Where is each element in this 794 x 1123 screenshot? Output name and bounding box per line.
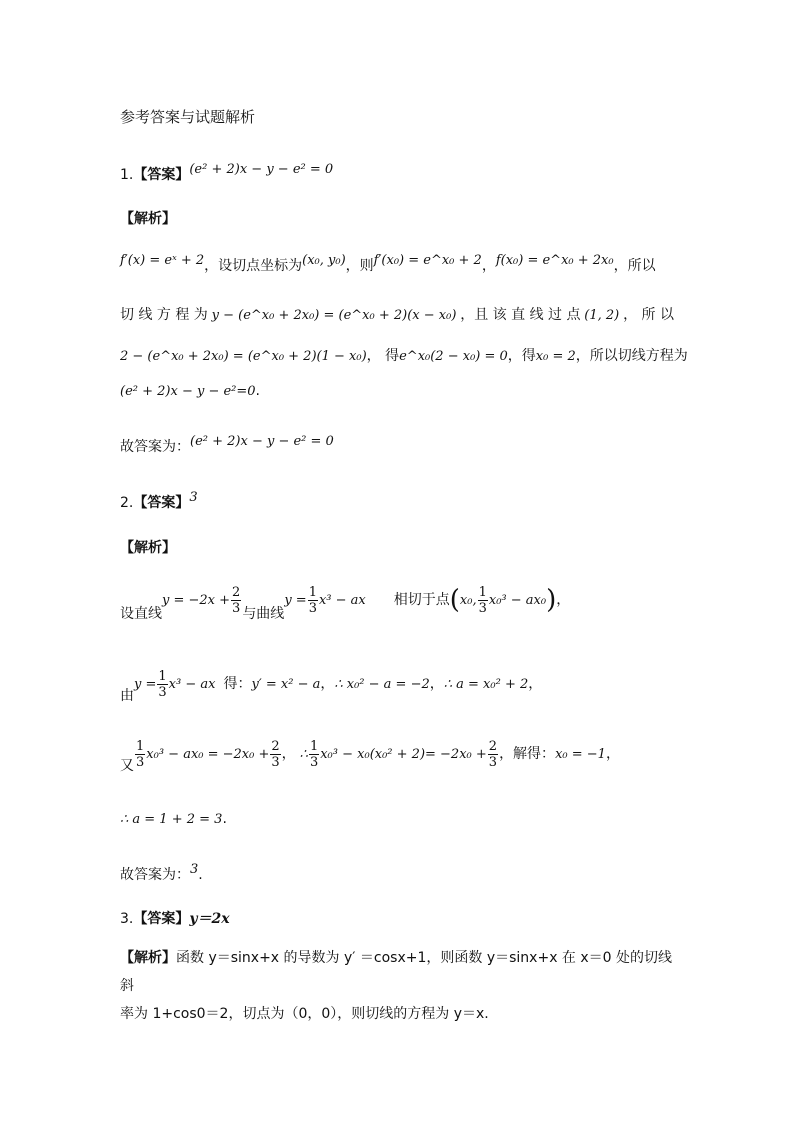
- fraction: [270, 739, 280, 770]
- q1-answer-line: [120, 162, 334, 185]
- q2-analysis-line-1: [120, 580, 570, 621]
- q2-period: .: [198, 867, 203, 883]
- q2-text: 设直线: [120, 606, 162, 622]
- q2-text: ，解得：: [499, 746, 556, 762]
- q1-formula: f′(x₀) = e^x₀ + 2: [373, 253, 482, 268]
- page-title: 参考答案与试题解析: [120, 108, 256, 126]
- q2-conclusion-label: 故答案为：: [120, 867, 190, 883]
- q2-formula: x₀³ − ax₀ = −2x₀ +: [146, 747, 270, 762]
- q2-formula: x³ − ax: [168, 677, 216, 692]
- q2-period: .: [222, 811, 227, 827]
- fraction-denominator: 3: [488, 754, 498, 770]
- q2-analysis-line-2: [120, 664, 542, 705]
- q3-answer-line: [120, 910, 230, 928]
- q1-text: ， 所 以: [623, 307, 674, 323]
- q2-conclusion-value: 3: [190, 862, 199, 877]
- q3-answer-label: 【答案】: [133, 911, 190, 927]
- fraction-denominator: 3: [158, 684, 167, 700]
- q2-formula: y =: [134, 677, 157, 692]
- q3-analysis: [120, 944, 676, 1028]
- q1-text: ，则: [345, 258, 374, 274]
- q1-text: ，所以: [613, 258, 656, 274]
- fraction-denominator: 3: [309, 754, 319, 770]
- q2-answer-line: [120, 490, 198, 513]
- q1-text: ，所以切线方程为: [575, 348, 688, 364]
- q1-analysis-line-1: [120, 253, 656, 276]
- q2-formula: ∴: [299, 747, 308, 762]
- q1-answer-label: 【答案】: [133, 167, 190, 183]
- q1-analysis-line-3: [120, 345, 688, 365]
- q1-conclusion-formula: (e² + 2)x − y − e² = 0: [190, 434, 334, 449]
- q2-formula: x₀³ − x₀: [320, 747, 370, 762]
- fraction-denominator: 3: [136, 754, 145, 770]
- q2-answer-label: 【答案】: [133, 495, 190, 511]
- q2-formula: x₀³ − ax₀: [488, 593, 547, 608]
- q1-text: 切 线 方 程 为: [120, 307, 208, 323]
- fraction: [308, 585, 318, 616]
- fraction: [135, 739, 145, 770]
- q3-analysis-line-2: 率为 1+cos0＝2，切点为（0，0），则切线的方程为 y＝x.: [120, 1006, 489, 1022]
- q1-text: ，且 该 直 线 过 点: [460, 307, 581, 323]
- left-paren: (: [449, 585, 460, 615]
- fraction-numerator: 1: [309, 738, 319, 754]
- fraction-denominator: 3: [308, 600, 317, 616]
- q1-number: 1.: [120, 167, 134, 183]
- q2-formula: x³ − ax: [318, 593, 366, 608]
- q1-formula: f′(x) = eˣ + 2: [120, 253, 205, 268]
- q2-formula: ∴ a = 1 + 2 = 3: [120, 812, 223, 827]
- fraction-numerator: 1: [478, 584, 487, 600]
- q2-text: 由: [120, 688, 134, 704]
- q2-conclusion: [120, 862, 203, 885]
- q2-text: ，: [605, 746, 620, 762]
- q1-period: .: [255, 383, 260, 399]
- q2-text: 与曲线: [242, 606, 285, 622]
- fraction-denominator: 3: [232, 600, 241, 616]
- q1-formula: (1, 2): [584, 308, 620, 323]
- q1-analysis-line-4: [120, 382, 260, 401]
- fraction: [157, 669, 167, 700]
- q2-text: ，: [281, 746, 296, 762]
- q2-formula: y′ = x² − a: [251, 677, 321, 692]
- fraction: [488, 739, 498, 770]
- q2-text: ，: [429, 676, 444, 692]
- q2-number: 2.: [120, 495, 134, 511]
- q3-answer-formula: y＝2x: [189, 911, 230, 927]
- fraction-numerator: 1: [308, 584, 317, 600]
- q1-conclusion: [120, 434, 334, 457]
- fraction: [309, 739, 319, 770]
- q2-formula: ∴ x₀² − a = −2: [334, 677, 430, 692]
- q1-answer-formula: (e² + 2)x − y − e² = 0: [189, 162, 334, 177]
- q1-text: ，设切点坐标为: [204, 258, 303, 274]
- q2-text: ，: [528, 676, 543, 692]
- fraction-numerator: 2: [488, 738, 498, 754]
- q3-text: 函数 y＝sinx+x 的导数为 y′ ＝cosx+1，则函数 y＝sinx+x 在 x＝0 处的切线斜: [120, 950, 673, 994]
- q2-analysis-line-4: [120, 810, 227, 829]
- fraction-numerator: 2: [232, 584, 241, 600]
- q1-text: ，得: [507, 348, 536, 364]
- q2-formula: x₀,: [459, 593, 477, 608]
- q2-formula: x₀ = −1: [555, 747, 606, 762]
- fraction: [478, 585, 488, 616]
- fraction-numerator: 1: [158, 668, 167, 684]
- q2-formula: (x₀² + 2): [369, 747, 426, 762]
- q2-formula: = −2x₀ +: [425, 747, 487, 762]
- q2-formula: y =: [284, 593, 307, 608]
- q3-analysis-label: 【解析】: [120, 950, 176, 966]
- q2-text: 得：: [223, 676, 252, 692]
- q1-formula: (e² + 2)x − y − e²=0: [120, 384, 256, 399]
- q1-formula: (x₀, y₀): [302, 253, 346, 268]
- q1-formula: f(x₀) = e^x₀ + 2x₀: [495, 253, 614, 268]
- q2-text: 相切于点: [393, 592, 450, 608]
- q1-formula: e^x₀(2 − x₀) = 0: [399, 349, 508, 364]
- fraction-denominator: 3: [271, 754, 280, 770]
- q2-text: 又: [120, 758, 134, 774]
- q1-conclusion-label: 故答案为：: [120, 439, 190, 455]
- q1-formula: 2 − (e^x₀ + 2x₀) = (e^x₀ + 2)(1 − x₀): [120, 349, 367, 364]
- q2-formula: ∴ a = x₀² + 2: [443, 677, 529, 692]
- q2-text: ，: [556, 592, 571, 608]
- q2-analysis-label: 【解析】: [120, 540, 176, 556]
- q3-number: 3.: [120, 911, 134, 927]
- q3-analysis-line-1: [120, 944, 676, 1000]
- q2-answer-value: 3: [189, 490, 198, 505]
- q2-formula: y = −2x +: [162, 593, 231, 608]
- fraction-numerator: 1: [136, 738, 145, 754]
- fraction-denominator: 3: [478, 600, 487, 616]
- q1-analysis-label: 【解析】: [120, 211, 176, 227]
- fraction: [231, 585, 241, 616]
- q1-formula: x₀ = 2: [535, 349, 576, 364]
- q1-formula: y − (e^x₀ + 2x₀) = (e^x₀ + 2)(x − x₀): [211, 308, 457, 323]
- right-paren: ): [546, 585, 557, 615]
- q1-text: ， 得: [366, 348, 400, 364]
- q1-analysis-line-2: [120, 304, 674, 324]
- fraction-numerator: 2: [271, 738, 280, 754]
- q2-text: ，: [320, 676, 335, 692]
- q2-analysis-line-3: [120, 734, 620, 775]
- q1-text: ，: [481, 258, 496, 274]
